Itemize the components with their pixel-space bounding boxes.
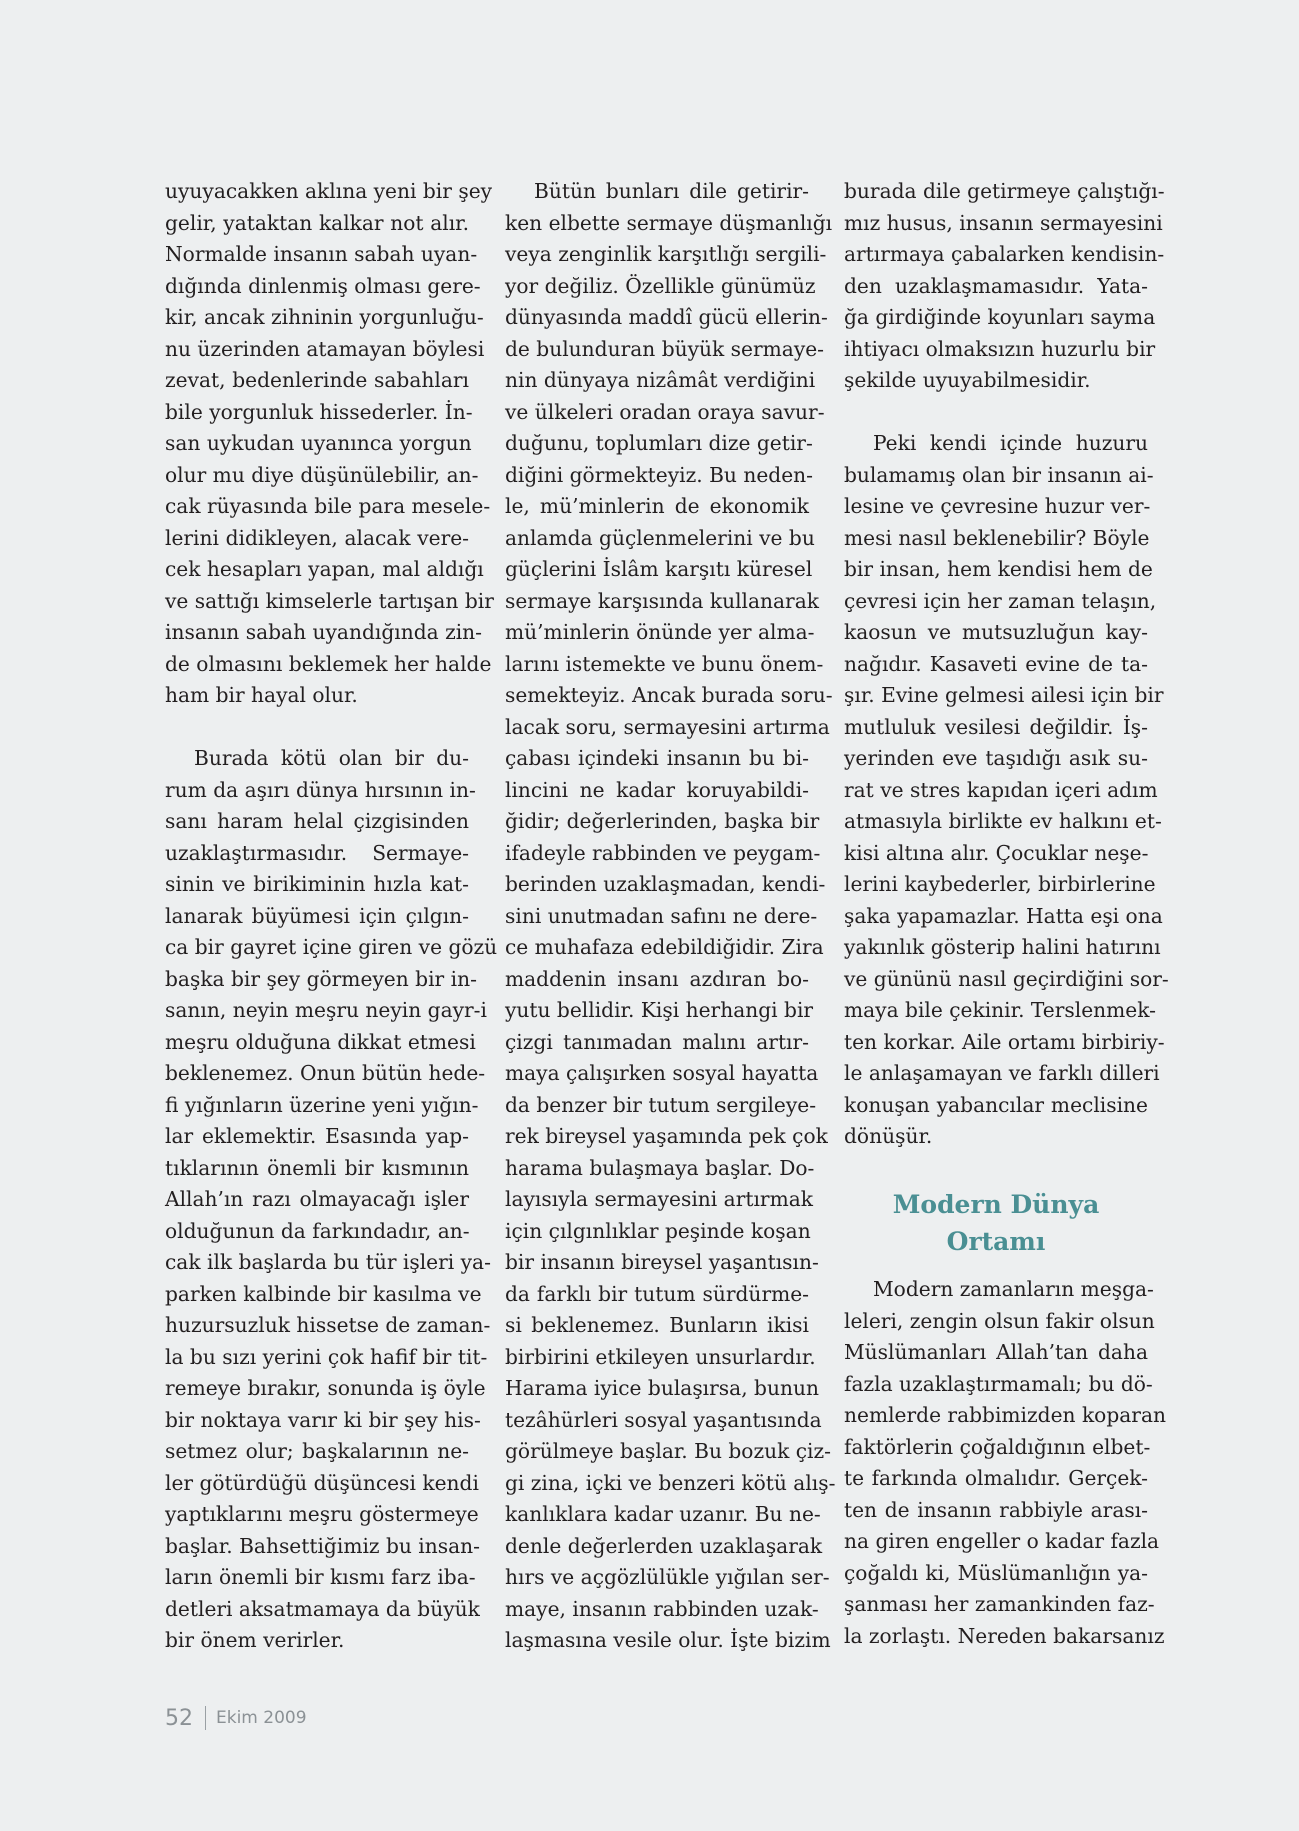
text-line: uyuyacakken aklına yeni bir şey	[165, 179, 493, 203]
text-line: duğunu, toplumları dize getir-	[505, 431, 813, 455]
text-line: ken elbette sermaye düşmanlığı	[505, 210, 833, 235]
page-number: 52	[165, 1705, 193, 1731]
text-line: harama bulaşmaya başlar. Do-	[505, 1155, 815, 1180]
text-line: Allah’ın razı olmayacağı işler	[165, 1187, 469, 1211]
text-line: ların önemli bir kısmı farz iba-	[165, 1565, 476, 1589]
text-line: bile yorgunluk hissederler. İn-	[165, 399, 473, 424]
text-line: görülmeye başlar. Bu bozuk çiz-	[505, 1439, 831, 1463]
paragraph	[505, 176, 836, 1657]
text-line: Normalde insanın sabah uyan-	[165, 242, 478, 266]
text-line: ğidir; değerlerinden, başka bir	[505, 809, 820, 833]
text-line: dünyasında maddî gücü ellerin-	[505, 305, 828, 329]
article-column-1	[165, 176, 498, 1657]
text-line: yor değiliz. Özellikle günümüz	[505, 273, 816, 298]
text-line: ve gününü nasıl geçirdiğini sor-	[844, 966, 1169, 991]
text-line: lar eklemektir. Esasında yap-	[165, 1124, 469, 1148]
text-line: burada dile getirmeye çalıştığı-	[844, 179, 1165, 203]
text-line: hırs ve açgözlülükle yığılan ser-	[505, 1565, 830, 1589]
text-line: ifadeyle rabbinden ve peygam-	[505, 840, 821, 865]
text-line: kaosun ve mutsuzluğun kay-	[844, 620, 1148, 644]
footer-divider	[205, 1706, 206, 1730]
text-line: lesine ve çevresine huzur ver-	[844, 494, 1151, 518]
text-line: dığında dinlenmiş olması gere-	[165, 273, 481, 298]
text-line: bir insan, hem kendisi hem de	[844, 557, 1153, 581]
text-line: nemlerde rabbimizden koparan	[844, 1403, 1166, 1427]
text-line: lincini ne kadar koruyabildi-	[505, 777, 809, 802]
text-line: meşru olduğuna dikkat etmesi	[165, 1029, 476, 1054]
text-line: anlamda güçlenmelerini ve bu	[505, 525, 815, 550]
text-line: sini unutmadan safını ne dere-	[505, 903, 818, 928]
text-line: başlar. Bahsettiğimiz bu insan-	[165, 1533, 480, 1558]
text-line: maddenin insanı azdıran bo-	[505, 966, 809, 991]
text-line: de olmasını beklemek her halde	[165, 651, 492, 676]
paragraph	[844, 176, 1165, 397]
text-line: ca bir gayret içine giren ve gözü	[165, 935, 498, 959]
text-line: şanması her zamankinden faz-	[844, 1592, 1155, 1616]
paragraph	[844, 1274, 1166, 1652]
text-line: nağıdır. Kasaveti evine de ta-	[844, 651, 1148, 676]
text-line: de bulunduran büyük sermaye-	[505, 336, 824, 361]
text-line: bir noktaya varır ki bir şey his-	[165, 1407, 481, 1432]
text-line: yakınlık gösterip halini hatırını	[844, 935, 1161, 959]
text-line: ihtiyacı olmaksızın huzurlu bir	[844, 336, 1156, 361]
text-line: detleri aksatmamaya da büyük	[165, 1596, 480, 1621]
text-line: yutu bellidir. Kişi herhangi bir	[505, 998, 814, 1022]
text-line: çizgi tanımadan malını artır-	[505, 1029, 809, 1054]
text-line: ten korkar. Aile ortamı birbiriy-	[844, 1029, 1165, 1054]
text-line: Peki kendi içinde huzuru	[873, 431, 1148, 455]
text-line: bir insanın bireysel yaşantısın-	[505, 1250, 819, 1274]
article-column-3	[844, 176, 1169, 1652]
text-line: fazla uzaklaştırmamalı; bu dö-	[844, 1371, 1153, 1396]
text-line: kisi altına alır. Çocuklar neşe-	[844, 840, 1149, 865]
text-line: Modern zamanların meşga-	[873, 1277, 1154, 1301]
text-line: kir, ancak zihninin yorgunluğu-	[165, 305, 484, 329]
text-line: insanın sabah uyandığında zin-	[165, 620, 482, 644]
text-line: zevat, bedenlerinde sabahları	[165, 368, 469, 392]
paragraph	[165, 176, 494, 712]
text-line: huzursuzluk hissetse de zaman-	[165, 1313, 491, 1337]
text-line: çabası içindeki insanın bu bi-	[505, 746, 809, 770]
text-line: tezâhürleri sosyal yaşantısında	[505, 1407, 822, 1432]
text-line: Bütün bunları dile getirir-	[534, 179, 809, 203]
text-line: rek bireysel yaşamında pek çok	[505, 1124, 828, 1148]
text-line: maya bile çekinir. Terslenmek-	[844, 998, 1156, 1022]
text-line: layısıyla sermayesini artırmak	[505, 1187, 813, 1211]
text-line: rat ve stres kapıdan içeri adım	[844, 777, 1158, 802]
text-line: cek hesapları yapan, mal aldığı	[165, 557, 484, 581]
text-line: te farkında olmalıdır. Gerçek-	[844, 1466, 1148, 1490]
text-line: rum da aşırı dünya hırsının in-	[165, 777, 476, 802]
section-heading	[844, 1186, 1148, 1260]
paragraph-gap	[844, 1153, 1148, 1185]
text-line: ve ülkeleri oradan oraya savur-	[505, 399, 825, 424]
paragraph	[844, 428, 1169, 1153]
text-line: le anlaşamayan ve farklı dilleri	[844, 1061, 1160, 1085]
text-line: olur mu diye düşünülebilir, an-	[165, 462, 479, 487]
text-line: artırmaya çabalarken kendisin-	[844, 242, 1165, 266]
text-line: mü’minlerin önünde yer alma-	[505, 620, 815, 644]
text-line: atmasıyla birlikte ev halkını et-	[844, 809, 1162, 833]
text-line: si beklenemez. Bunların ikisi	[505, 1313, 809, 1337]
text-line: remeye bırakır, sonunda iş öyle	[165, 1376, 486, 1400]
text-line: den uzaklaşmamasıdır. Yata-	[844, 273, 1148, 298]
text-line: setmez olur; başkalarının ne-	[165, 1439, 469, 1463]
text-line: fi yığınların üzerine yeni yığın-	[165, 1092, 479, 1117]
text-line: leleri, zengin olsun fakir olsun	[844, 1308, 1155, 1333]
text-line: na giren engeller o kadar fazla	[844, 1529, 1160, 1553]
text-line: faktörlerin çoğaldığının elbet-	[844, 1434, 1151, 1459]
paragraph	[165, 743, 498, 1657]
text-line: larını istemekte ve bunu önem-	[505, 651, 824, 676]
text-line: sinin ve birikiminin hızla kat-	[165, 872, 469, 896]
text-line: şaka yapamazlar. Hatta eşi ona	[844, 903, 1163, 928]
text-line: nin dünyaya nizâmât verdiğini	[505, 368, 816, 392]
paragraph-gap	[844, 397, 1148, 429]
text-line: bir önem verirler.	[165, 1628, 345, 1652]
page-footer	[165, 1703, 307, 1733]
text-line: şır. Evine gelmesi ailesi için bir	[844, 683, 1164, 707]
text-line: da farklı bir tutum sürdürme-	[505, 1281, 809, 1306]
text-line: birbirini etkileyen unsurlardır.	[505, 1344, 816, 1369]
text-line: yaptıklarını meşru göstermeye	[165, 1502, 479, 1526]
text-line: Harama iyice bulaşırsa, bunun	[505, 1376, 819, 1400]
text-line: mız husus, insanın sermayesini	[844, 210, 1163, 235]
text-line: maya çalışırken sosyal hayatta	[505, 1061, 819, 1085]
text-line: kanlıklara kadar uzanır. Bu ne-	[505, 1502, 821, 1526]
article-column-2	[505, 176, 836, 1657]
text-line: başka bir şey görmeyen bir in-	[165, 966, 477, 991]
text-line: sermaye karşısında kullanarak	[505, 588, 819, 613]
text-line: dönüşür.	[844, 1124, 933, 1148]
text-line: ve sattığı kimselerle tartışan bir	[165, 588, 494, 613]
text-line: diğini görmekteyiz. Bu neden-	[505, 462, 813, 487]
text-line: maye, insanın rabbinden uzak-	[505, 1596, 819, 1621]
text-line: şekilde uyuyabilmesidir.	[844, 368, 1091, 392]
text-line: veya zenginlik karşıtlığı sergili-	[505, 242, 827, 266]
text-line: mesi nasıl beklenebilir? Böyle	[844, 525, 1150, 550]
text-line: semekteyiz. Ancak burada soru-	[505, 683, 833, 707]
text-line: olduğunun da farkındadır, an-	[165, 1218, 470, 1243]
text-line: lacak soru, sermayesini artırma	[505, 714, 830, 739]
text-line: gi zina, içki ve benzeri kötü alış-	[505, 1470, 836, 1495]
text-line: ham bir hayal olur.	[165, 683, 358, 707]
text-line: da benzer bir tutum sergileye-	[505, 1092, 817, 1117]
text-line: Burada kötü olan bir du-	[194, 746, 469, 770]
text-line: lerini didikleyen, alacak vere-	[165, 525, 469, 550]
issue-date: Ekim 2009	[216, 1708, 307, 1728]
text-line: le, mü’minlerin de ekonomik	[505, 494, 809, 518]
heading-line: Modern Dünya	[892, 1190, 1100, 1219]
text-line: cak rüyasında bile para mesele-	[165, 494, 491, 518]
paragraph-gap	[165, 712, 469, 744]
text-line: gelir, yataktan kalkar not alır.	[165, 210, 469, 235]
text-line: beklenemez. Onun bütün hede-	[165, 1061, 486, 1085]
text-line: ğa girdiğinde koyunları sayma	[844, 305, 1156, 329]
text-line: çoğaldı ki, Müslümanlığın ya-	[844, 1560, 1148, 1585]
text-line: ten de insanın rabbiyle arası-	[844, 1497, 1148, 1522]
text-line: parken kalbinde bir kasılma ve	[165, 1281, 482, 1306]
text-line: laşmasına vesile olur. İşte bizim	[505, 1628, 831, 1652]
text-line: nu üzerinden atamayan böylesi	[165, 336, 485, 361]
text-line: denle değerlerden uzaklaşarak	[505, 1533, 823, 1558]
text-line: ce muhafaza edebildiğidir. Zira	[505, 935, 824, 959]
text-line: lanarak büyümesi için çılgın-	[165, 903, 469, 928]
text-line: berinden uzaklaşmadan, kendi-	[505, 872, 826, 896]
text-line: için çılgınlıklar peşinde koşan	[505, 1218, 811, 1243]
text-line: sanı haram helal çizgisinden	[165, 809, 469, 833]
text-line: ler götürdüğü düşüncesi kendi	[165, 1470, 479, 1495]
text-line: yerinden eve taşıdığı asık su-	[844, 746, 1148, 770]
heading-line: Ortamı	[946, 1227, 1046, 1256]
text-line: sanın, neyin meşru neyin gayr-i	[165, 998, 487, 1022]
text-line: lerini kaybederler, birbirlerine	[844, 872, 1156, 896]
text-line: la bu sızı yerini çok hafif bir tit-	[165, 1344, 488, 1369]
text-line: cak ilk başlarda bu tür işleri ya-	[165, 1250, 491, 1274]
text-line: tıklarının önemli bir kısmının	[165, 1155, 469, 1180]
text-line: la zorlaştı. Nereden bakarsanız	[844, 1623, 1165, 1648]
text-line: mutluluk vesilesi değildir. İş-	[844, 714, 1148, 739]
text-line: çevresi için her zaman telaşın,	[844, 588, 1157, 613]
text-line: bulamamış olan bir insanın ai-	[844, 462, 1154, 487]
text-line: san uykudan uyanınca yorgun	[165, 431, 472, 455]
text-line: güçlerini İslâm karşıtı küresel	[505, 557, 813, 581]
text-line: konuşan yabancılar meclisine	[844, 1092, 1148, 1117]
text-line: uzaklaştırmasıdır. Sermaye-	[165, 840, 469, 865]
text-line: Müslümanları Allah’tan daha	[844, 1340, 1148, 1364]
